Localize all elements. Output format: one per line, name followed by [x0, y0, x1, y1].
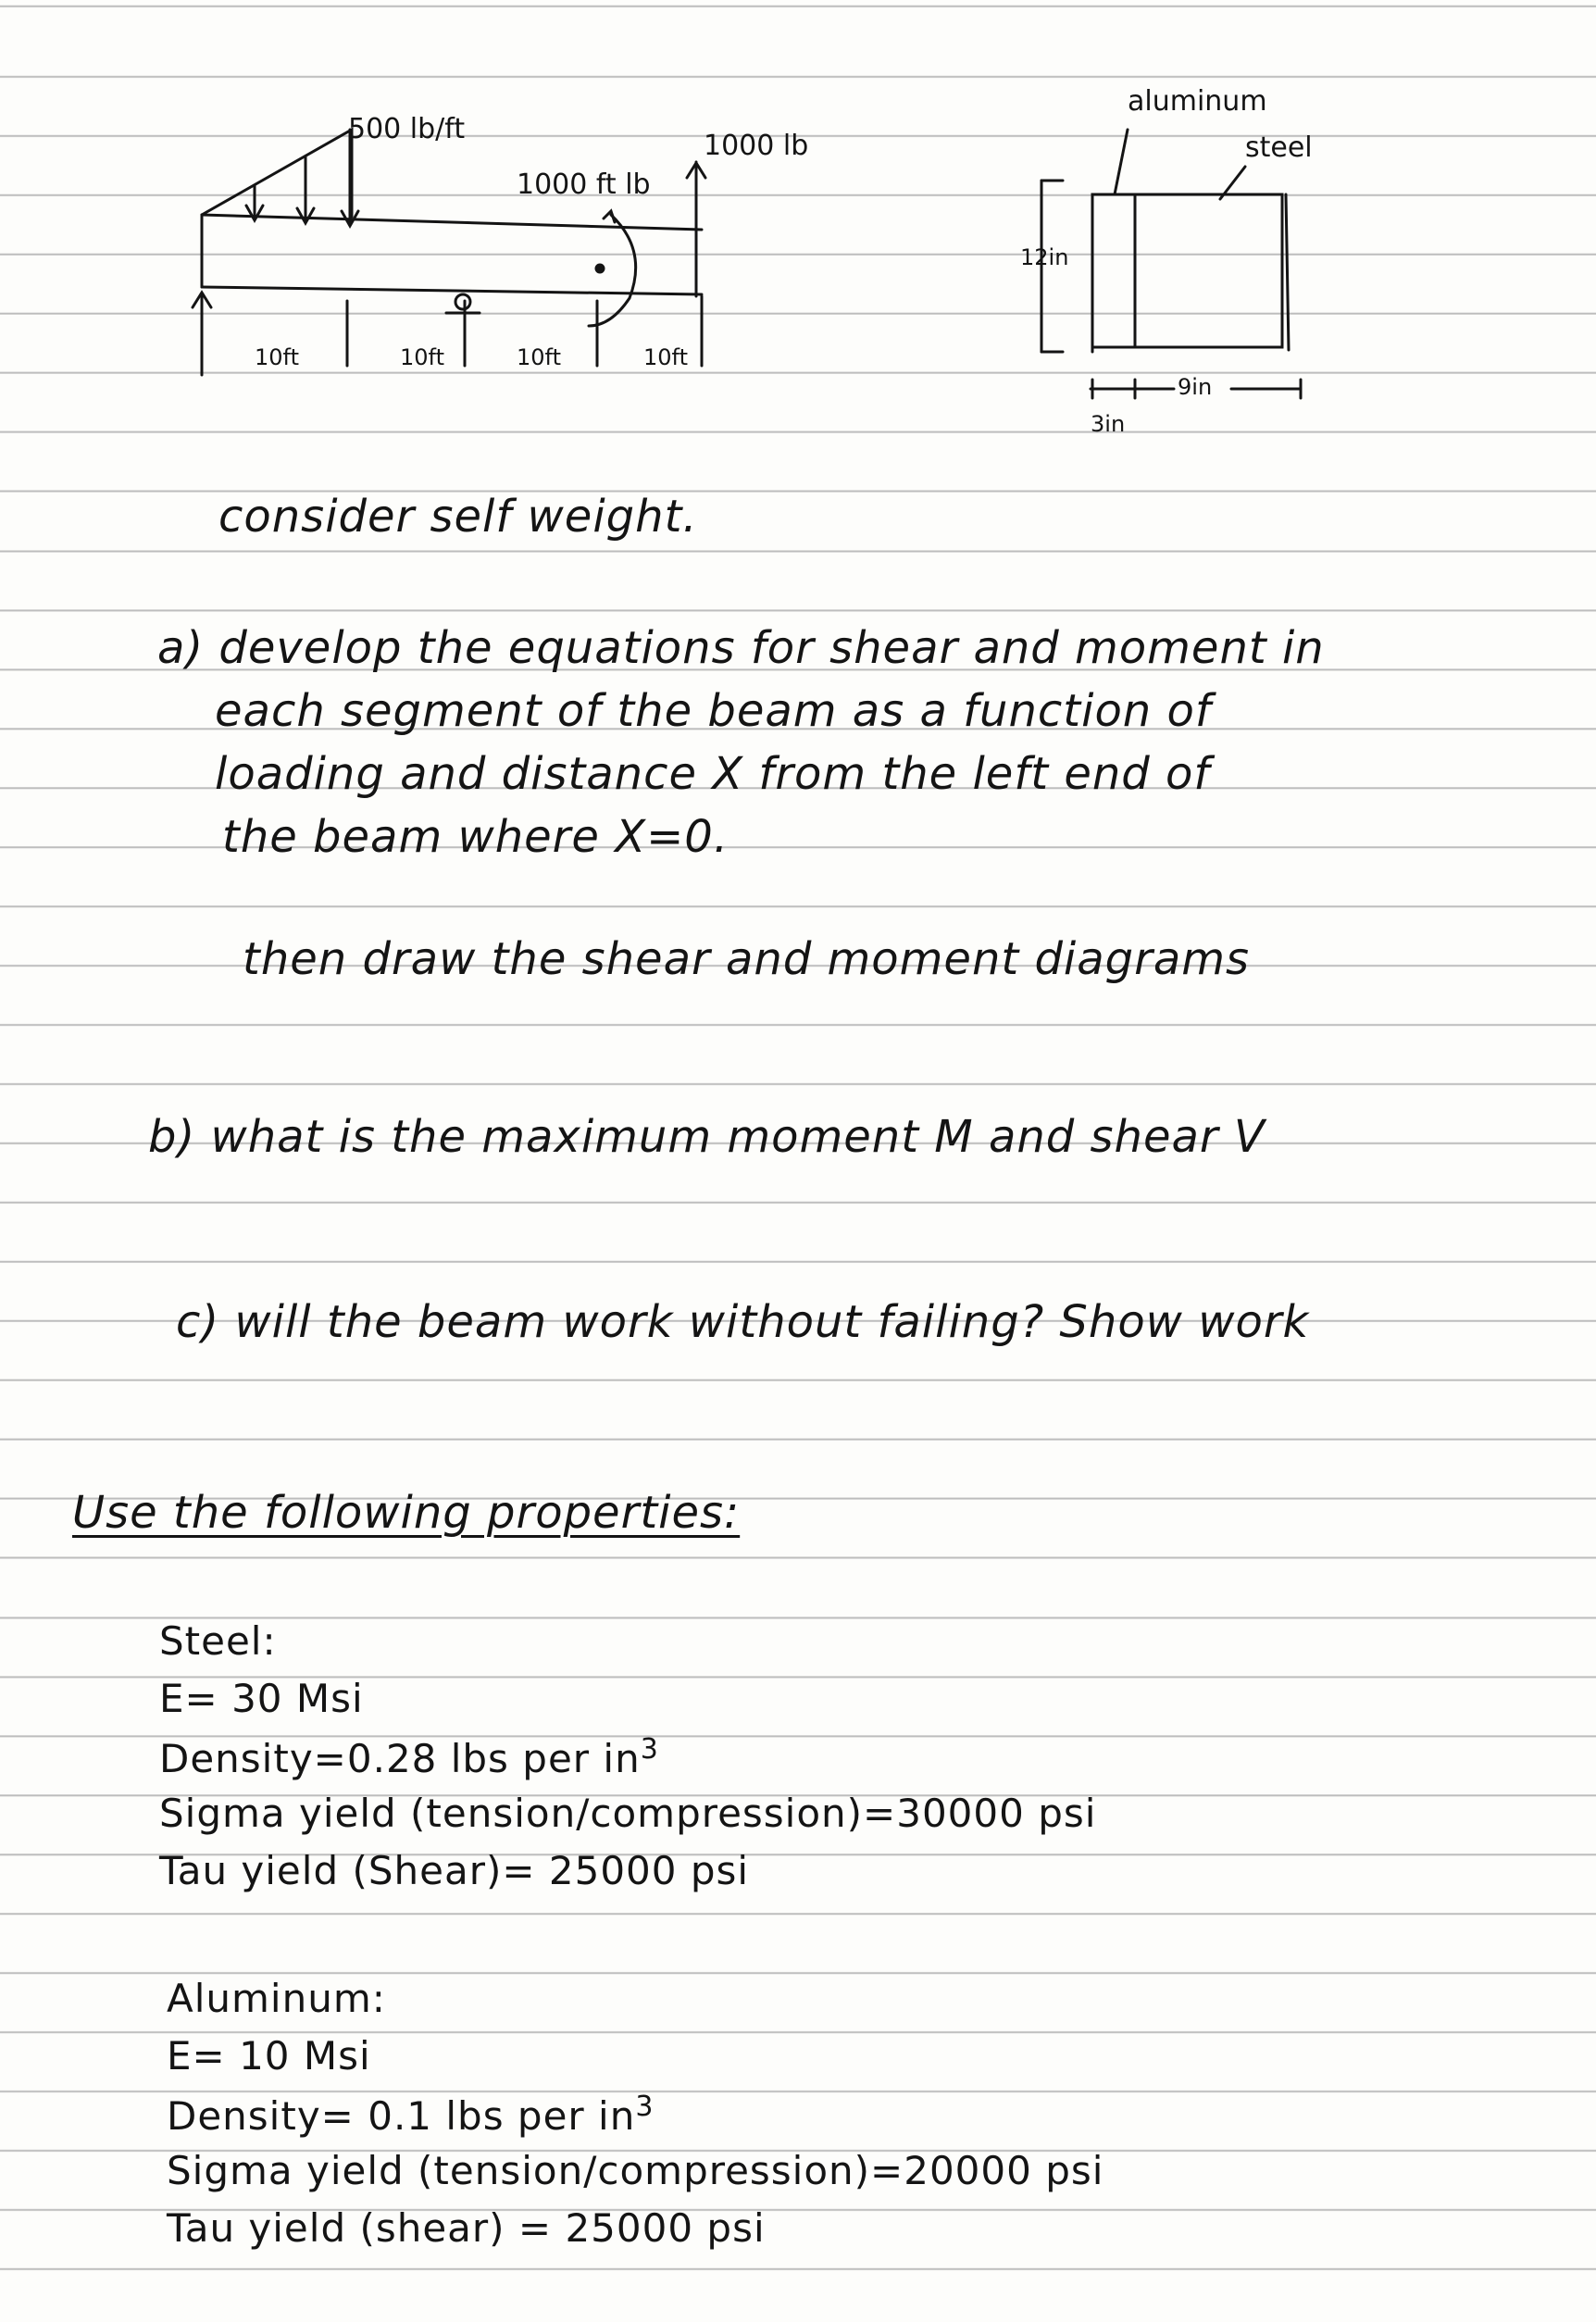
- span-label-3: 10ft: [517, 344, 561, 370]
- steel-density: [159, 1733, 659, 1781]
- section-outline: [1092, 194, 1282, 347]
- cross-section-diagram: [0, 0, 1596, 463]
- steel-density-text: Density=0.28 lbs per in: [159, 1736, 641, 1781]
- aluminum-density-text: Density= 0.1 lbs per in: [167, 2093, 636, 2139]
- aluminum-heading: Aluminum:: [167, 1976, 386, 2021]
- aluminum-density: [167, 2091, 654, 2139]
- question-a-line-4: the beam where X=0.: [222, 811, 729, 863]
- section-right-edge: [1286, 194, 1289, 350]
- self-weight-note: consider self weight.: [218, 491, 698, 543]
- steel-tau-yield: Tau yield (Shear)= 25000 psi: [159, 1848, 750, 1893]
- moment-label: 1000 ft lb: [517, 169, 651, 201]
- question-a-diagrams: then draw the shear and moment diagrams: [243, 933, 1251, 985]
- steel-density-exponent: 3: [640, 1733, 659, 1766]
- span-label-4: 10ft: [643, 344, 688, 370]
- properties-heading: Use the following properties:: [72, 1487, 741, 1539]
- steel-modulus: E= 30 Msi: [159, 1676, 364, 1721]
- aluminum-label: aluminum: [1128, 85, 1267, 118]
- steel-label: steel: [1245, 131, 1313, 164]
- distributed-load-label: 500 lb/ft: [348, 113, 466, 145]
- steel-sigma-yield: Sigma yield (tension/compression)=30000 psi: [159, 1791, 1097, 1836]
- aluminum-leader: [1115, 130, 1128, 194]
- point-load-label: 1000 lb: [704, 130, 809, 162]
- aluminum-density-exponent: 3: [635, 2091, 655, 2123]
- height-label: 12in: [1020, 244, 1069, 270]
- steel-width-label: 9in: [1178, 374, 1213, 400]
- aluminum-width-label: 3in: [1091, 411, 1126, 437]
- aluminum-tau-yield: Tau yield (shear) = 25000 psi: [167, 2205, 766, 2251]
- aluminum-sigma-yield: Sigma yield (tension/compression)=20000 psi: [167, 2148, 1104, 2193]
- question-a-line-1: a) develop the equations for shear and moment in: [157, 622, 1325, 674]
- question-a-line-3: loading and distance X from the left end of: [215, 748, 1211, 800]
- question-a-line-2: each segment of the beam as a function of: [215, 685, 1212, 737]
- aluminum-modulus: E= 10 Msi: [167, 2033, 371, 2079]
- question-c: c) will the beam work without failing? Show work: [176, 1296, 1310, 1348]
- span-label-1: 10ft: [255, 344, 299, 370]
- span-label-2: 10ft: [400, 344, 444, 370]
- steel-heading: Steel:: [159, 1618, 277, 1664]
- question-b: b) what is the maximum moment M and shear V: [148, 1111, 1266, 1163]
